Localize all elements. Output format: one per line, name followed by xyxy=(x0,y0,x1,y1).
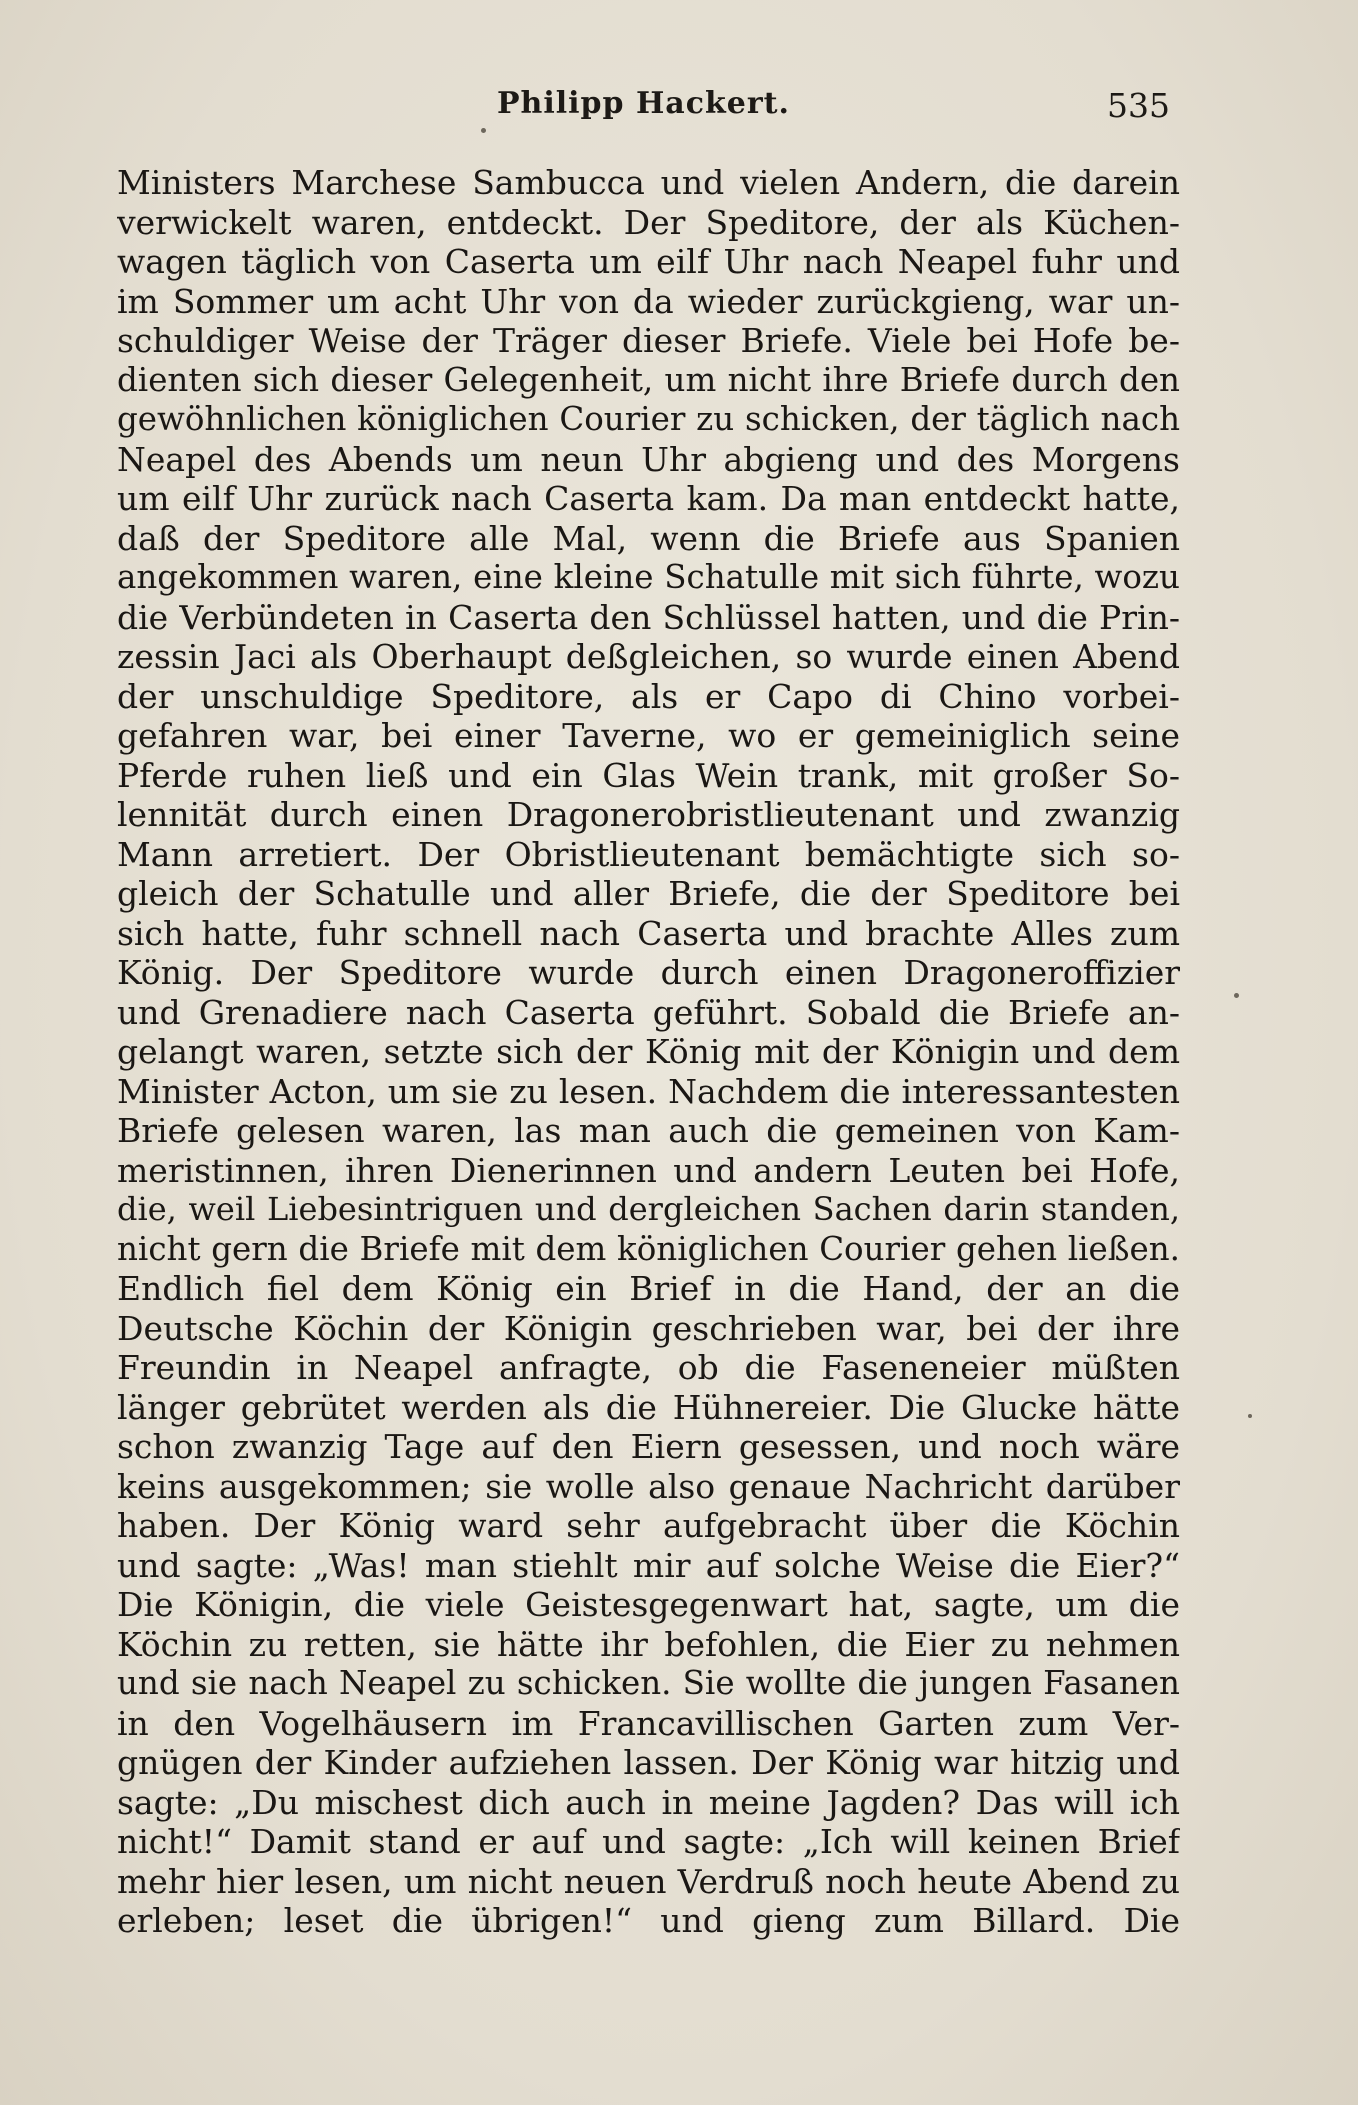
body-text xyxy=(117,163,1180,1941)
text-line: sagte: „Du mischest dich auch in meine Jagden? Das will ich xyxy=(117,1782,1180,1822)
text-line: schuldiger Weise der Träger dieser Briefe. Viele bei Hofe be- xyxy=(117,321,1180,360)
text-line: und sie nach Neapel zu schicken. Sie wollte die jungen Fasanen xyxy=(117,1664,1180,1702)
text-line: lennität durch einen Dragonerobristlieutenant und zwanzig xyxy=(117,795,1180,834)
text-line: angekommen waren, eine kleine Schatulle mit sich führte, wozu xyxy=(117,558,1180,596)
text-line: gleich der Schatulle und aller Briefe, die der Speditore bei xyxy=(117,874,1180,913)
text-line: haben. Der König ward sehr aufgebracht über die Köchin xyxy=(117,1506,1180,1545)
text-line: der unschuldige Speditore, als er Capo di Chino vorbei- xyxy=(117,676,1180,716)
text-line: und sagte: „Was! man stiehlt mir auf solche Weise die Eier?“ xyxy=(117,1545,1180,1585)
text-line: um eilf Uhr zurück nach Caserta kam. Da man entdeckt hatte, xyxy=(117,479,1180,518)
text-line: gewöhnlichen königlichen Courier zu schicken, der täglich nach xyxy=(117,400,1180,438)
paper-speck xyxy=(1248,1414,1252,1418)
text-line: verwickelt waren, entdeckt. Der Speditore, der als Küchen- xyxy=(117,202,1180,242)
text-line: Pferde ruhen ließ und ein Glas Wein trank, mit großer So- xyxy=(117,755,1180,795)
text-line: gnügen der Kinder aufziehen lassen. Der König war hitzig und xyxy=(117,1743,1180,1782)
page-number: 535 xyxy=(1107,86,1170,125)
text-line: die Verbündeten in Caserta den Schlüssel hatten, und die Prin- xyxy=(117,597,1180,637)
text-line: mehr hier lesen, um nicht neuen Verdruß noch heute Abend zu xyxy=(117,1861,1180,1901)
text-line: Freundin in Neapel anfragte, ob die Faseneneier müßten xyxy=(117,1348,1180,1387)
text-line: im Sommer um acht Uhr von da wieder zurückgieng, war un- xyxy=(117,281,1180,321)
text-line: zessin Jaci als Oberhaupt deßgleichen, so wurde einen Abend xyxy=(117,637,1180,676)
text-line: Minister Acton, um sie zu lesen. Nachdem die interessantesten xyxy=(117,1071,1180,1111)
text-line: und Grenadiere nach Caserta geführt. Sobald die Briefe an- xyxy=(117,992,1180,1032)
text-line: meristinnen, ihren Dienerinnen und andern Leuten bei Hofe, xyxy=(117,1150,1180,1190)
page-header xyxy=(117,86,1170,142)
text-line: Briefe gelesen waren, las man auch die gemeinen von Kam- xyxy=(117,1111,1180,1150)
text-line: keins ausgekommen; sie wolle also genaue Nachricht darüber xyxy=(117,1466,1180,1506)
paper-speck xyxy=(481,128,486,133)
text-line: dienten sich dieser Gelegenheit, um nicht ihre Briefe durch den xyxy=(117,360,1180,399)
text-line: die, weil Liebesintriguen und dergleichen Sachen darin standen, xyxy=(117,1190,1180,1228)
text-line: nicht!“ Damit stand er auf und sagte: „Ich will keinen Brief xyxy=(117,1822,1180,1861)
paper-speck xyxy=(1234,993,1239,998)
text-line: Neapel des Abends um neun Uhr abgieng und des Morgens xyxy=(117,439,1180,479)
text-line: nicht gern die Briefe mit dem königlichen Courier gehen ließen. xyxy=(117,1229,1180,1268)
text-line: wagen täglich von Caserta um eilf Uhr nach Neapel fuhr und xyxy=(117,242,1180,281)
text-line: gelangt waren, setzte sich der König mit der Königin und dem xyxy=(117,1032,1180,1071)
text-line: erleben; leset die übrigen!“ und gieng zum Billard. Die xyxy=(117,1901,1180,1940)
running-title: Philipp Hackert. xyxy=(497,86,790,121)
text-line: Mann arretiert. Der Obristlieutenant bemächtigte sich so- xyxy=(117,834,1180,874)
text-line: Endlich fiel dem König ein Brief in die Hand, der an die xyxy=(117,1269,1180,1308)
text-line: Die Königin, die viele Geistesgegenwart hat, sagte, um die xyxy=(117,1585,1180,1624)
text-line: daß der Speditore alle Mal, wenn die Briefe aus Spanien xyxy=(117,518,1180,558)
text-line: König. Der Speditore wurde durch einen Dragoneroffizier xyxy=(117,953,1180,992)
text-line: gefahren war, bei einer Taverne, wo er gemeiniglich seine xyxy=(117,716,1180,755)
text-line: sich hatte, fuhr schnell nach Caserta und brachte Alles zum xyxy=(117,913,1180,953)
text-line: Köchin zu retten, sie hätte ihr befohlen, die Eier zu nehmen xyxy=(117,1624,1180,1664)
text-line: Deutsche Köchin der Königin geschrieben war, bei der ihre xyxy=(117,1308,1180,1348)
text-line: in den Vogelhäusern im Francavillischen Garten zum Ver- xyxy=(117,1703,1180,1743)
text-line: schon zwanzig Tage auf den Eiern gesessen, und noch wäre xyxy=(117,1427,1180,1466)
text-line: Ministers Marchese Sambucca und vielen Andern, die darein xyxy=(117,163,1180,202)
text-line: länger gebrütet werden als die Hühnereier. Die Glucke hätte xyxy=(117,1387,1180,1427)
